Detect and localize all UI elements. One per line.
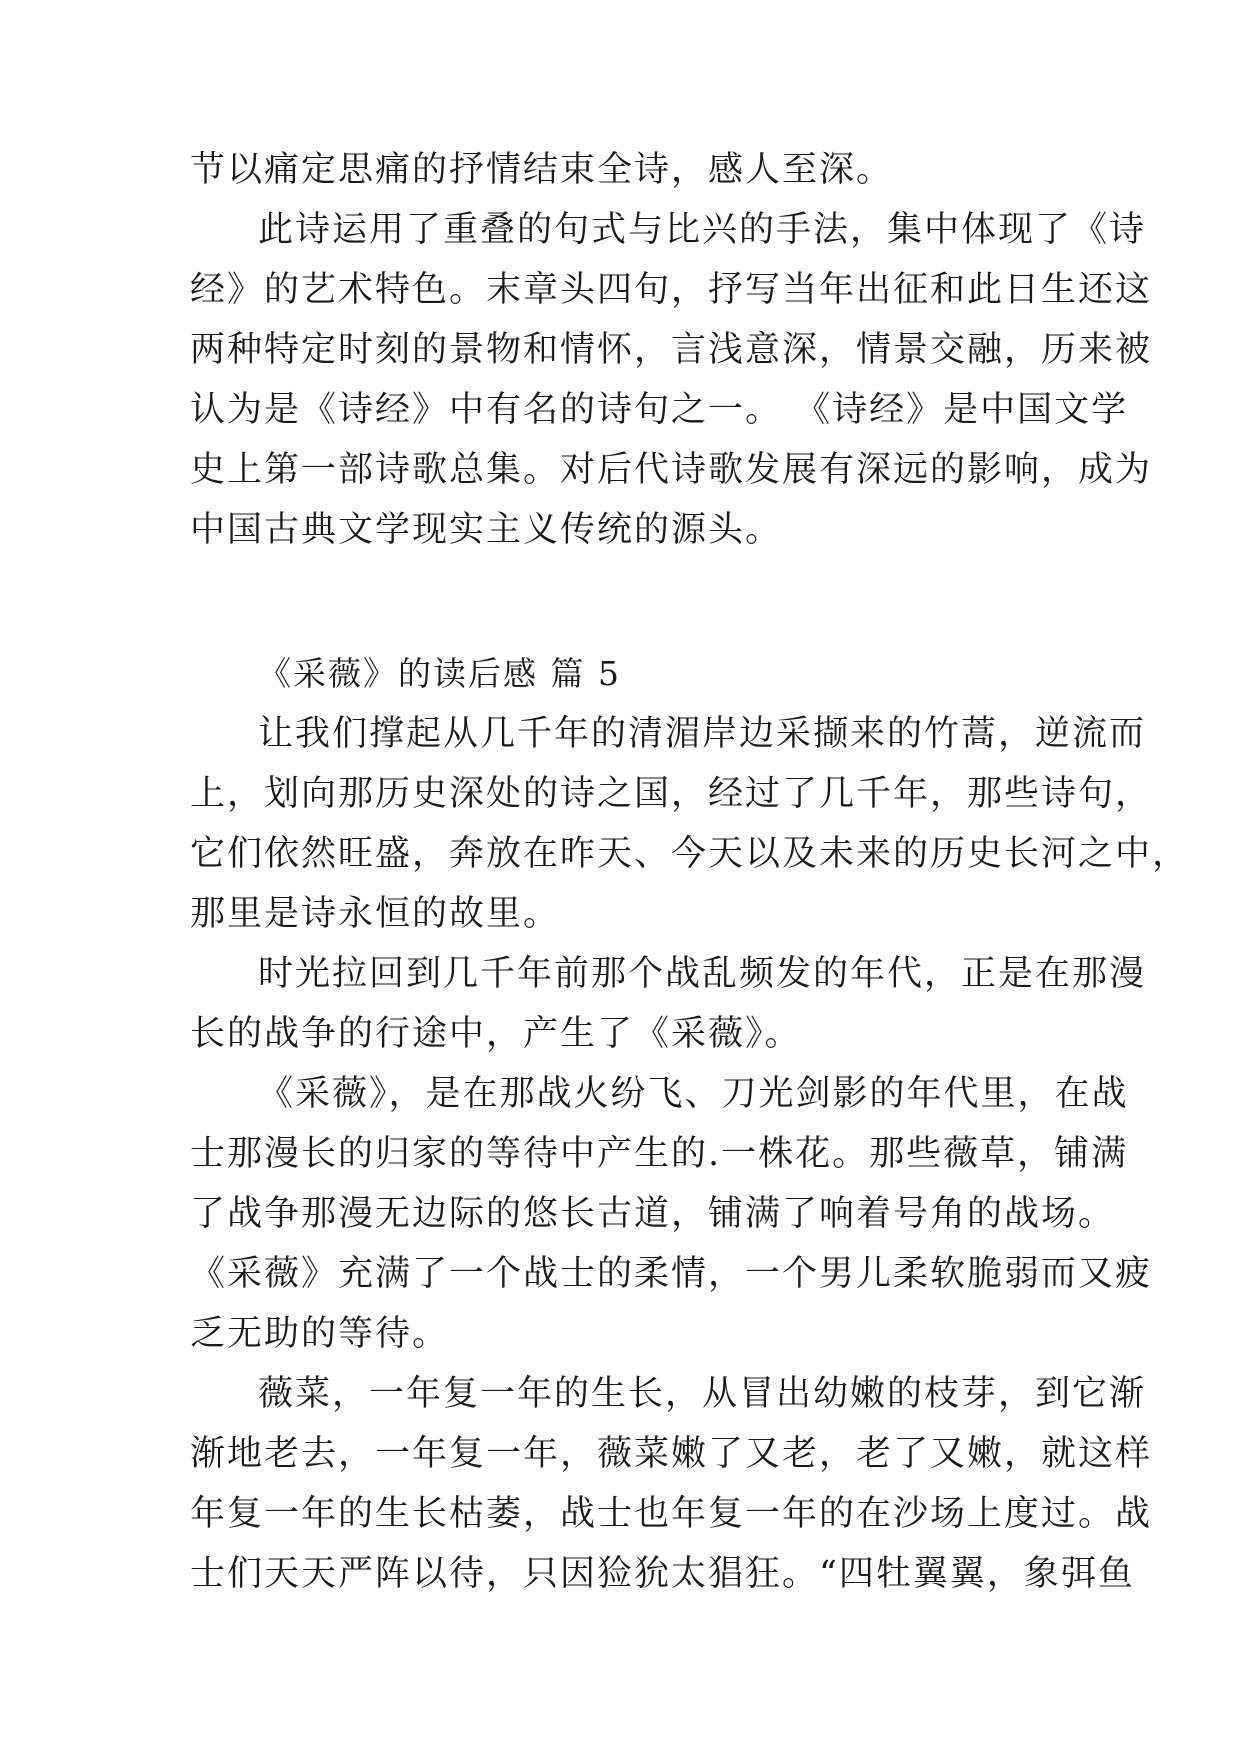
text-line: 士们天天严阵以待，只因猃狁太猖狂。“四牡翼翼，象弭鱼 <box>190 1554 1135 1594</box>
paragraph-start-line: 让我们撑起从几千年的清湄岸边采撷来的竹蒿，逆流而 <box>258 714 1147 754</box>
paragraph-start-line: 《采薇》，是在那战火纷飞、刀光剑影的年代里，在战 <box>258 1074 1129 1114</box>
text-line: 长的战争的行途中，产生了《采薇》。 <box>190 1014 802 1054</box>
text-line: 它们依然旺盛，奔放在昨天、今天以及未来的历史长河之中， <box>190 834 1190 874</box>
section-heading: 《采薇》的读后感 篇 5 <box>258 654 621 693</box>
paragraph-start-line: 时光拉回到几千年前那个战乱频发的年代，正是在那漫 <box>258 954 1147 994</box>
text-line: 上，划向那历史深处的诗之国，经过了几千年，那些诗句， <box>190 774 1153 814</box>
text-line: 认为是《诗经》中有名的诗句之一。 《诗经》是中国文学 <box>190 390 1129 430</box>
text-line: 士那漫长的归家的等待中产生的.一株花。那些薇草，铺满 <box>190 1134 1129 1174</box>
text-line: 了战争那漫无边际的悠长古道，铺满了响着号角的战场。 <box>190 1194 1116 1234</box>
paragraph-start-line: 薇菜，一年复一年的生长，从冒出幼嫩的枝芽，到它渐 <box>258 1374 1147 1414</box>
text-line: 那里是诗永恒的故里。 <box>190 894 561 934</box>
text-line: 经》的艺术特色。末章头四句，抒写当年出征和此日生还这 <box>190 270 1153 310</box>
text-line: 《采薇》充满了一个战士的柔情，一个男儿柔软脆弱而又疲 <box>190 1254 1153 1294</box>
text-line: 渐地老去，一年复一年，薇菜嫩了又老，老了又嫩，就这样 <box>190 1434 1153 1474</box>
text-line: 乏无助的等待。 <box>190 1314 450 1354</box>
text-line: 中国古典文学现实主义传统的源头。 <box>190 510 783 550</box>
text-line: 史上第一部诗歌总集。对后代诗歌发展有深远的影响，成为 <box>190 450 1153 490</box>
paragraph-start-line: 此诗运用了重叠的句式与比兴的手法，集中体现了《诗 <box>258 210 1147 250</box>
text-line: 年复一年的生长枯萎，战士也年复一年的在沙场上度过。战 <box>190 1494 1153 1534</box>
text-line: 节以痛定思痛的抒情结束全诗，感人至深。 <box>190 150 894 190</box>
text-line: 两种特定时刻的景物和情怀，言浅意深，情景交融，历来被 <box>190 330 1153 370</box>
